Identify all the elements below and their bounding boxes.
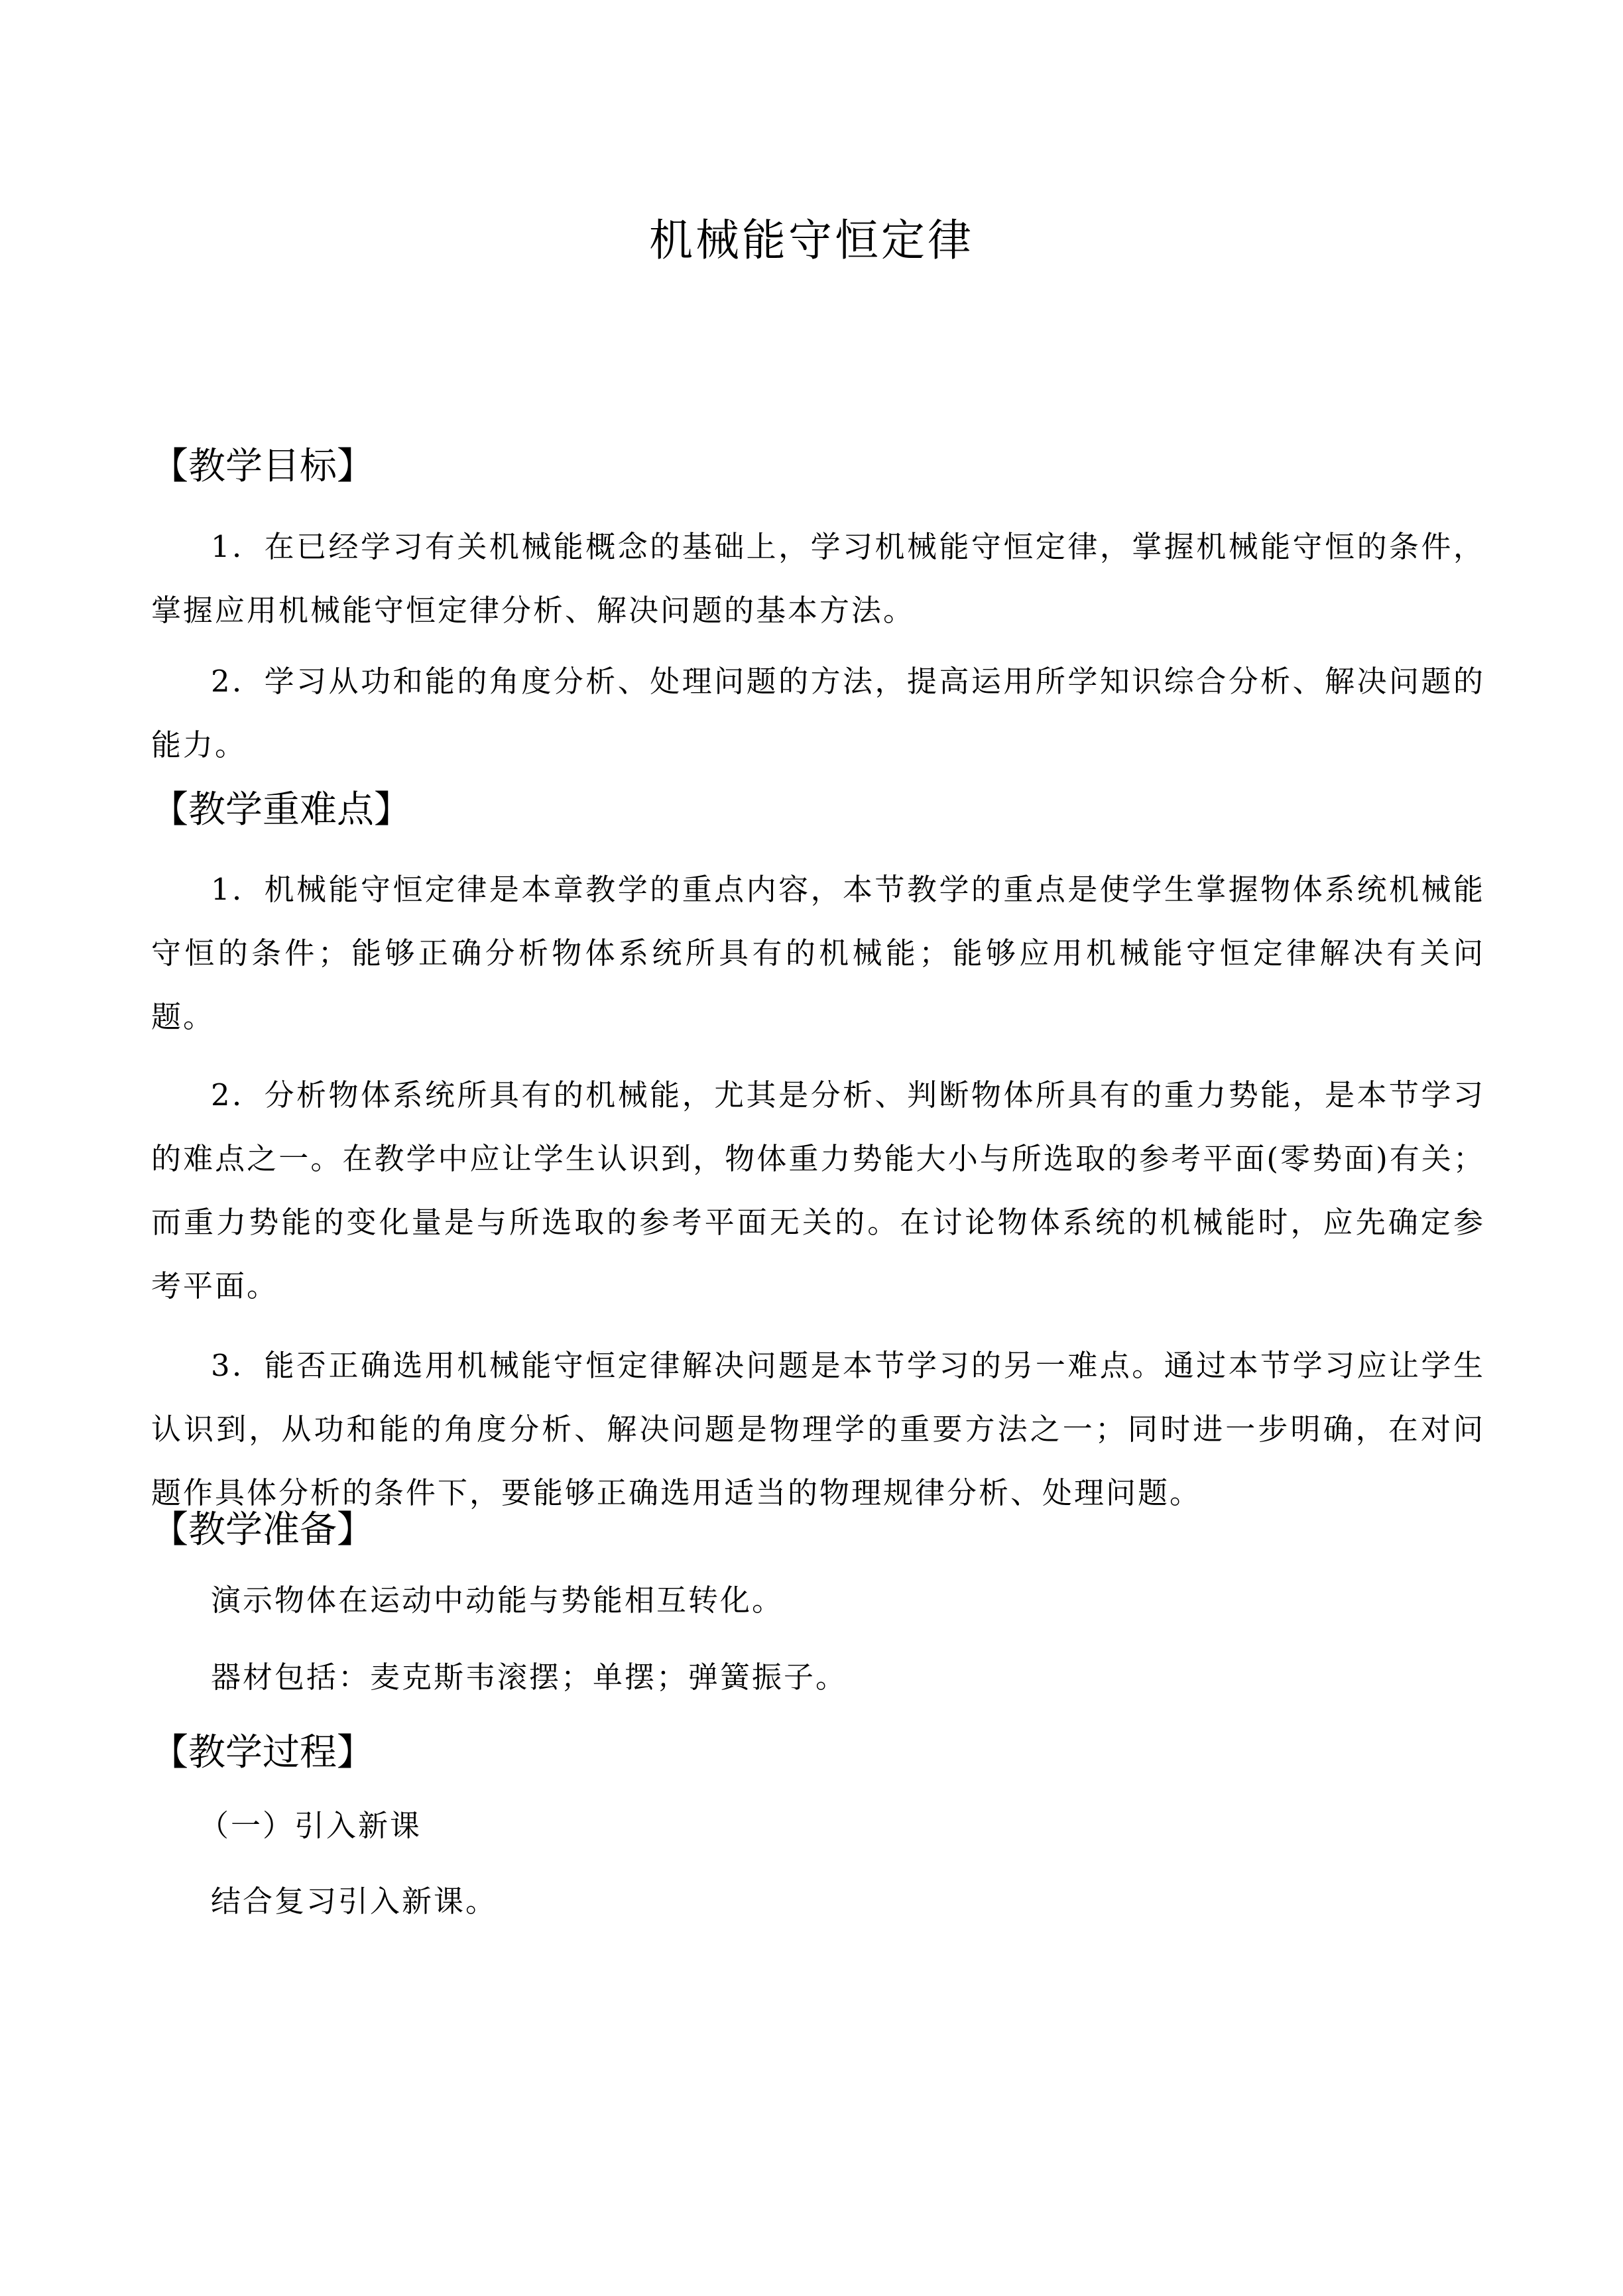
process-subheading: （一）引入新课	[199, 1808, 422, 1843]
preparation-line-1: 演示物体在运动中动能与势能相互转化。	[211, 1583, 784, 1618]
key-point-item-1: 1．机械能守恒定律是本章教学的重点内容，本节教学的重点是使学生掌握物体系统机械能守恒的条件；能够正确分析物体系统所具有的机械能；能够应用机械能守恒定律解决有关问题。	[151, 872, 1485, 1034]
section-heading-process: 【教学过程】	[151, 1731, 374, 1774]
preparation-line-2: 器材包括：麦克斯韦滚摆；单摆；弹簧振子。	[211, 1660, 848, 1695]
key-point-item-3: 3．能否正确选用机械能守恒定律解决问题是本节学习的另一难点。通过本节学习应让学生认识到，从功和能的角度分析、解决问题是物理学的重要方法之一；同时进一步明确，在对问题作具体分析的条件下，要能够正确选用适当的物理规律分析、处理问题。	[151, 1348, 1485, 1510]
key-point-item-2: 2．分析物体系统所具有的机械能，尤其是分析、判断物体所具有的重力势能，是本节学习的难点之一。在教学中应让学生认识到，物体重力势能大小与所选取的参考平面(零势面)有关；而重力势能的变化量是与所选取的参考平面无关的。在讨论物体系统的机械能时，应先确定参考平面。	[151, 1077, 1485, 1303]
section-heading-objectives: 【教学目标】	[151, 445, 374, 488]
objective-item-1: 1．在已经学习有关机械能概念的基础上，学习机械能守恒定律，掌握机械能守恒的条件，掌握应用机械能守恒定律分析、解决问题的基本方法。	[151, 529, 1485, 628]
objective-item-2: 2．学习从功和能的角度分析、处理问题的方法，提高运用所学知识综合分析、解决问题的能力。	[151, 664, 1485, 762]
process-line-1: 结合复习引入新课。	[211, 1884, 498, 1919]
document-title: 机械能守恒定律	[649, 215, 974, 266]
section-heading-preparation: 【教学准备】	[151, 1508, 374, 1551]
section-heading-key-points: 【教学重难点】	[151, 788, 411, 831]
